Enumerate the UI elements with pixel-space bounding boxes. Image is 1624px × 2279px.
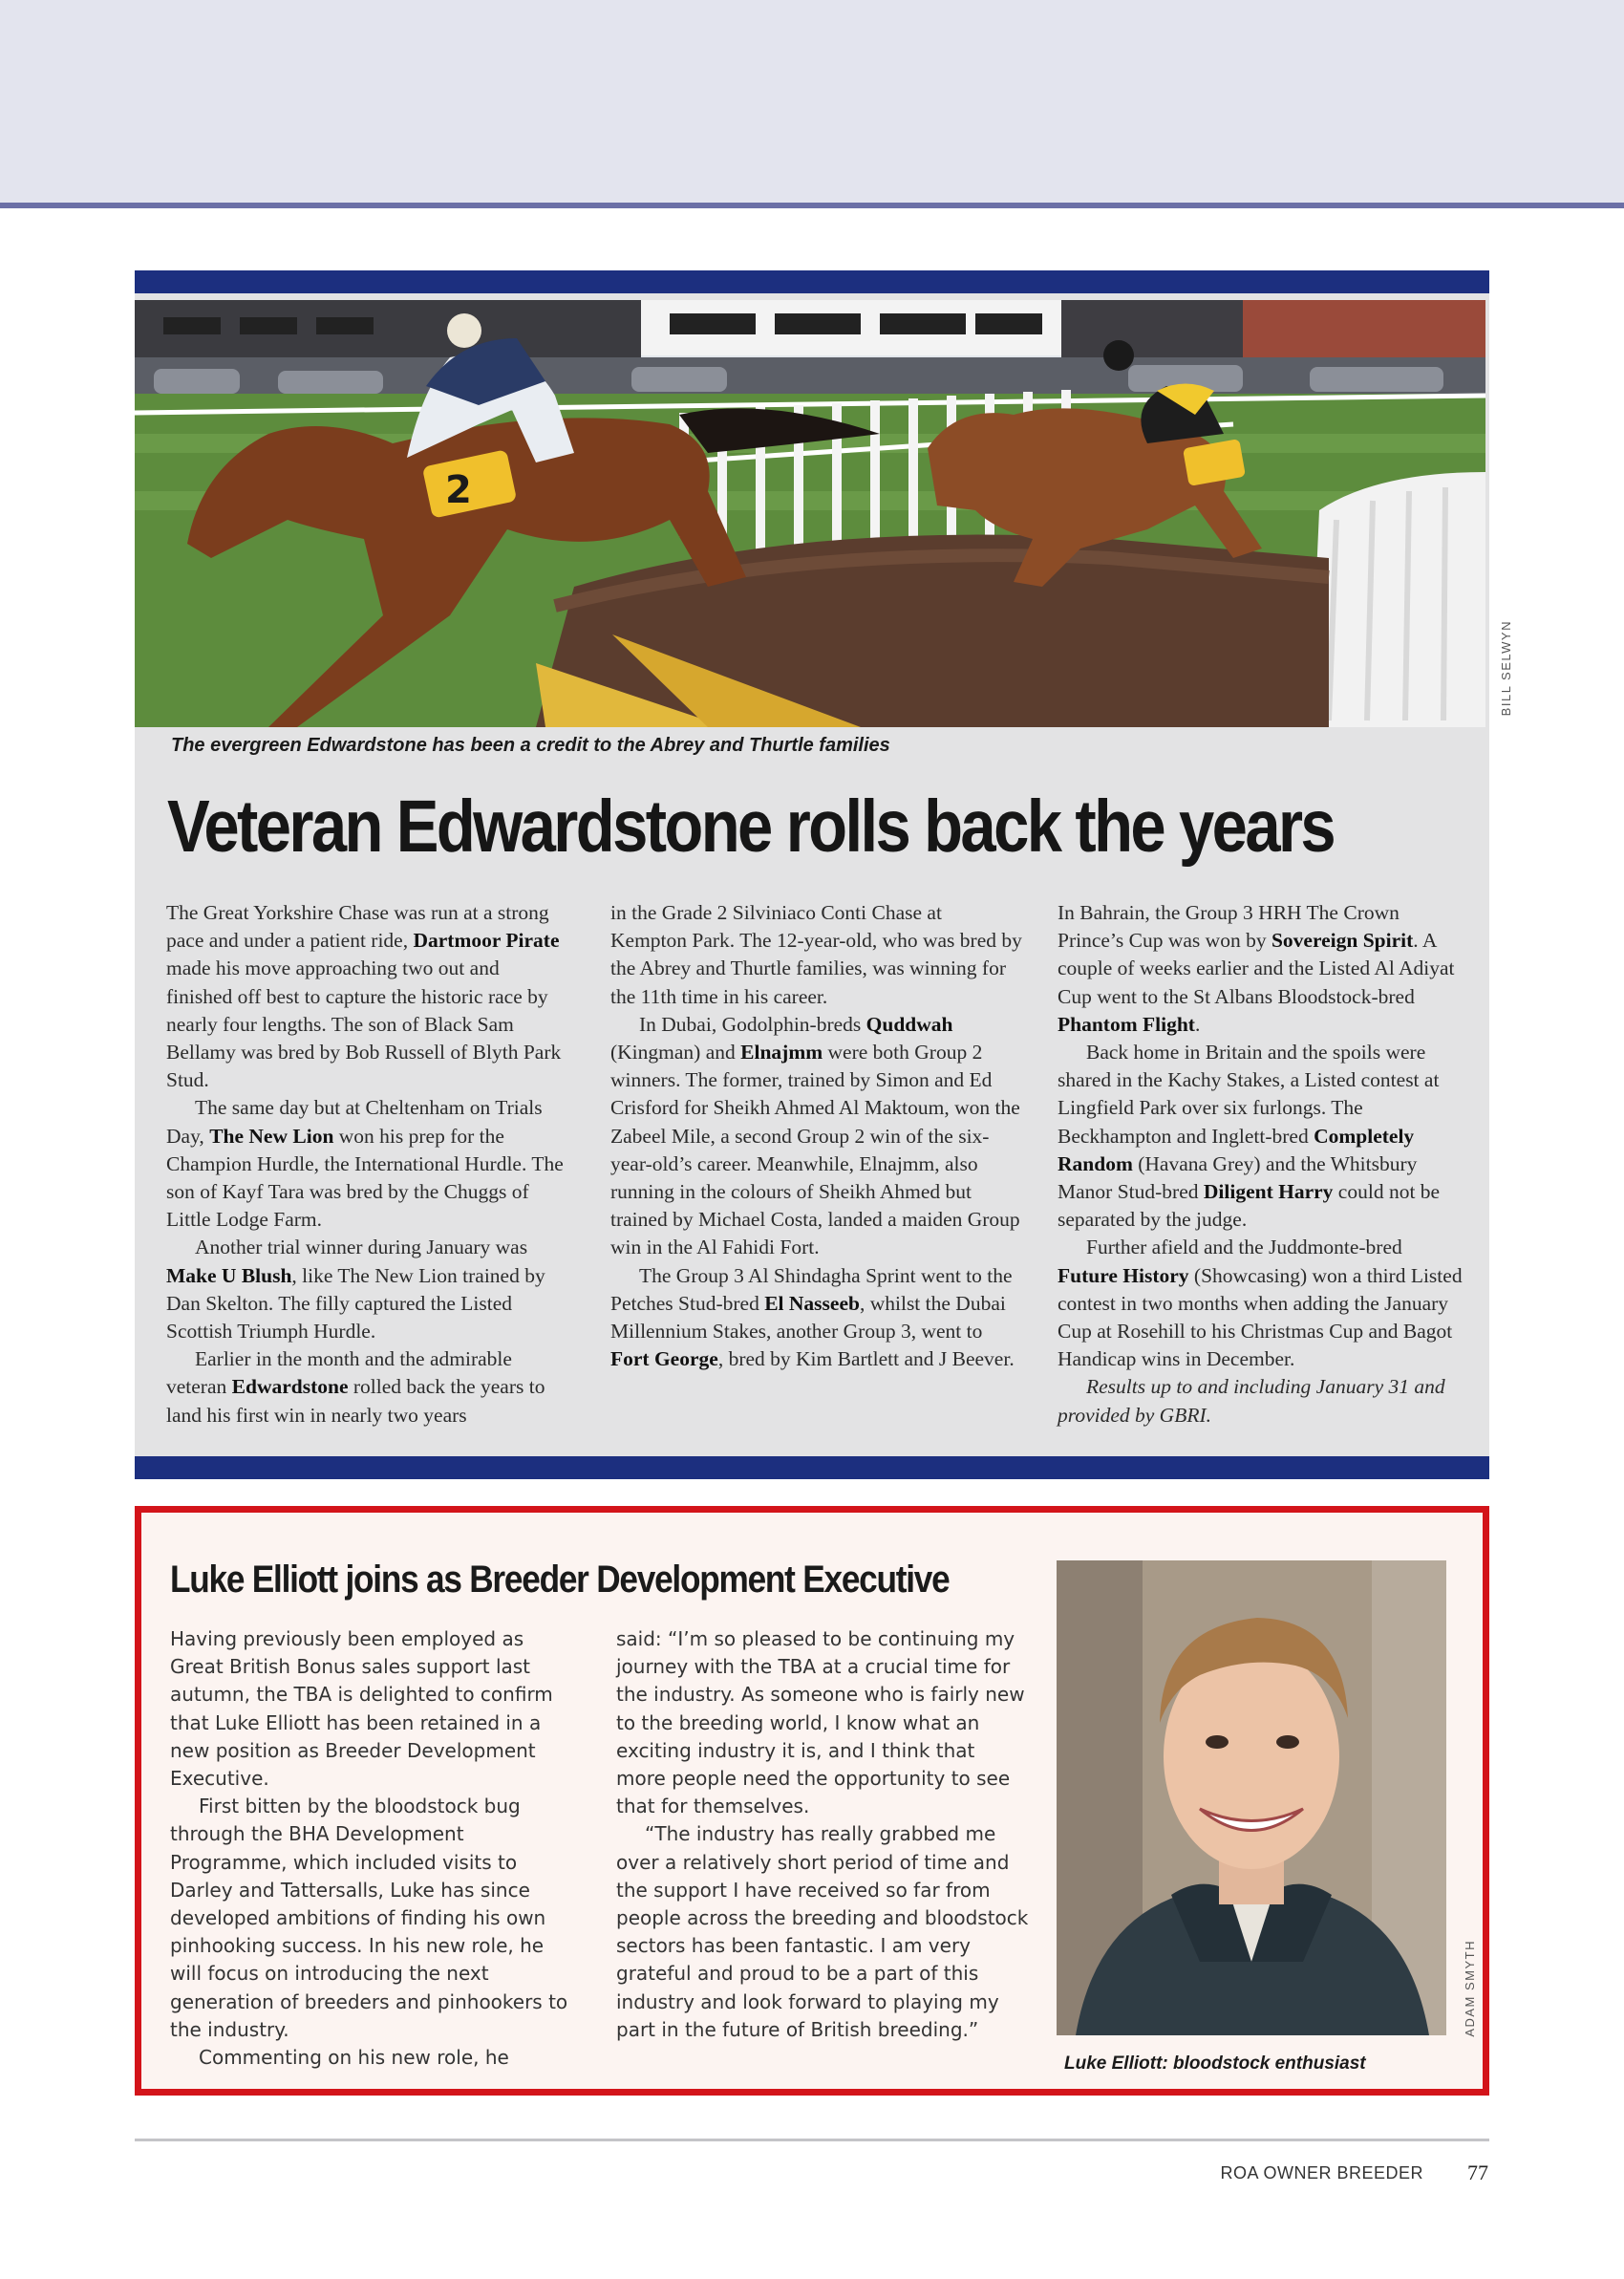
portrait-credit: ADAM SMYTH: [1463, 1940, 1477, 2037]
news-box: [135, 1506, 1489, 2096]
feature-column-1: [166, 899, 567, 1430]
photo-credit: BILL SELWYN: [1499, 620, 1513, 717]
feature-paragraph: Further afield and the Juddmonte-bred Future History (Showcasing) won a third Listed contest in two months when adding the January Cup at Rosehill to his Christmas Cup and Bagot Handicap wins in December.: [1058, 1236, 1463, 1371]
feature-paragraph: Another trial winner during January was Make U Blush, like The New Lion trained by Dan Skelton. The filly captured the Listed Scottish Triumph Hurdle.: [166, 1236, 545, 1344]
top-rule: [0, 203, 1624, 208]
feature-paragraph: In Dubai, Godolphin-breds Quddwah (Kingman) and Elnajmm were both Group 2 winners. The former, trained by Simon and Ed Crisford for Sheikh Ahmed Al Maktoum, won the Zabeel Mile, a second Group 2 win of the six-year-old’s career. Meanwhile, Elnajmm, also running in the colours of Sheikh Ahmed but trained by Michael Costa, landed a maiden Group win in the Al Fahidi Fort.: [610, 1012, 1020, 1259]
horse-name: El Nasseeb: [764, 1291, 860, 1315]
horse-name: Diligent Harry: [1203, 1180, 1334, 1204]
box-paragraph: Commenting on his new role, he: [199, 2046, 509, 2070]
box-paragraph: “The industry has really grabbed me over a relatively short period of time and the support I have received so far from people across the breeding and bloodstock sectors has been fantastic. I am very grateful and proud to be a part of this industry and look forward to playing my part in the future of British breeding.”: [616, 1822, 1029, 2041]
horse-name: Future History: [1058, 1263, 1189, 1287]
feature-top-bar: [135, 270, 1489, 293]
page-number: 77: [1467, 2161, 1488, 2184]
box-paragraph: Having previously been employed as Great British Bonus sales support last autumn, the TBA is delighted to confirm that Luke Elliott has been retained in a new position as Breeder Development Executive.: [170, 1627, 553, 1791]
box-paragraph: said: “I’m so pleased to be continuing my journey with the TBA at a crucial time for the industry. As someone who is fairly new to the breeding world, I know what an exciting industry it is, and I think that more people need the opportunity to see that for themselves.: [616, 1627, 1025, 1818]
horse-name: Sovereign Spirit: [1271, 929, 1414, 953]
svg-text:2: 2: [445, 468, 472, 512]
photo-caption: The evergreen Edwardstone has been a credit to the Abrey and Thurtle families: [171, 735, 890, 756]
luke-elliott-portrait: [1057, 1560, 1446, 2035]
feature-paragraph: Earlier in the month and the admirable veteran Edwardstone rolled back the years to land his first win in nearly two years: [166, 1347, 545, 1427]
feature-bottom-bar: [135, 1456, 1489, 1479]
publication-name: ROA OWNER BREEDER: [1220, 2163, 1423, 2182]
footer-rule: [135, 2139, 1489, 2141]
horse-name: Make U Blush: [166, 1263, 292, 1287]
box-column-2: [616, 1625, 1029, 2044]
results-feature: [135, 270, 1513, 1479]
horse-name: Quddwah: [865, 1012, 953, 1036]
horse-name: Dartmoor Pirate: [413, 929, 560, 953]
box-headline: Luke Elliott joins as Breeder Development Executive: [170, 1559, 950, 1601]
box-column-1: [170, 1625, 571, 2072]
horse-racing-photo: [135, 300, 1485, 727]
results-note: Results up to and including January 31 and provided by GBRI.: [1058, 1375, 1445, 1427]
feature-paragraph: Back home in Britain and the spoils were shared in the Kachy Stakes, a Listed contest at Lingfield Park over six furlongs. The Beckhampton and Inglett-bred Completely Random (Havana Grey) and the Whitsbury Manor Stud-bred Diligent Harry could not be separated by the judge.: [1058, 1041, 1441, 1232]
horse-name: Phantom Flight: [1058, 1012, 1195, 1036]
feature-paragraph: in the Grade 2 Silviniaco Conti Chase at Kempton Park. The 12-year-old, who was bred by the Abrey and Thurtle families, was winning for the 11th time in his career.: [610, 901, 1022, 1008]
feature-headline: Veteran Edwardstone rolls back the years: [167, 785, 1335, 868]
horse-name: Fort George: [610, 1347, 718, 1371]
horse-name: The New Lion: [209, 1124, 334, 1148]
feature-paragraph: In Bahrain, the Group 3 HRH The Crown Prince’s Cup was won by Sovereign Spirit. A couple of weeks earlier and the Listed Al Adiyat Cup went to the St Albans Bloodstock-bred Phantom Flight.: [1058, 901, 1455, 1036]
box-paragraph: First bitten by the bloodstock bug through the BHA Development Programme, which included visits to Darley and Tattersalls, Luke has since developed ambitions of finding his own pinhooking success. In his new role, he will focus on introducing the next generation of breeders and pinhookers to the industry.: [170, 1795, 568, 2041]
feature-paragraph: The same day but at Cheltenham on Trials Day, The New Lion won his prep for the Champion Hurdle, the International Hurdle. The son of Kayf Tara was bred by the Chuggs of Little Lodge Farm.: [166, 1096, 564, 1232]
horse-name: Completely Random: [1058, 1124, 1415, 1175]
feature-column-3-body: [1058, 899, 1463, 1373]
feature-paragraph: The Great Yorkshire Chase was run at a strong pace and under a patient ride, Dartmoor Pirate made his move approaching two out and finished off best to capture the historic race by nearly four lengths. The son of Black Sam Bellamy was bred by Bob Russell of Blyth Park Stud.: [166, 901, 562, 1092]
portrait-caption: Luke Elliott: bloodstock enthusiast: [1064, 2053, 1366, 2074]
top-band: [0, 0, 1624, 203]
feature-paragraph: The Group 3 Al Shindagha Sprint went to the Petches Stud-bred El Nasseeb, whilst the Dubai Millennium Stakes, another Group 3, went to Fort George, bred by Kim Bartlett and J Beever.: [610, 1263, 1015, 1371]
feature-column-2: [610, 899, 1023, 1373]
feature-column-3: [1058, 899, 1463, 1430]
horse-name: Elnajmm: [740, 1041, 823, 1064]
horse-name: Edwardstone: [231, 1375, 349, 1399]
